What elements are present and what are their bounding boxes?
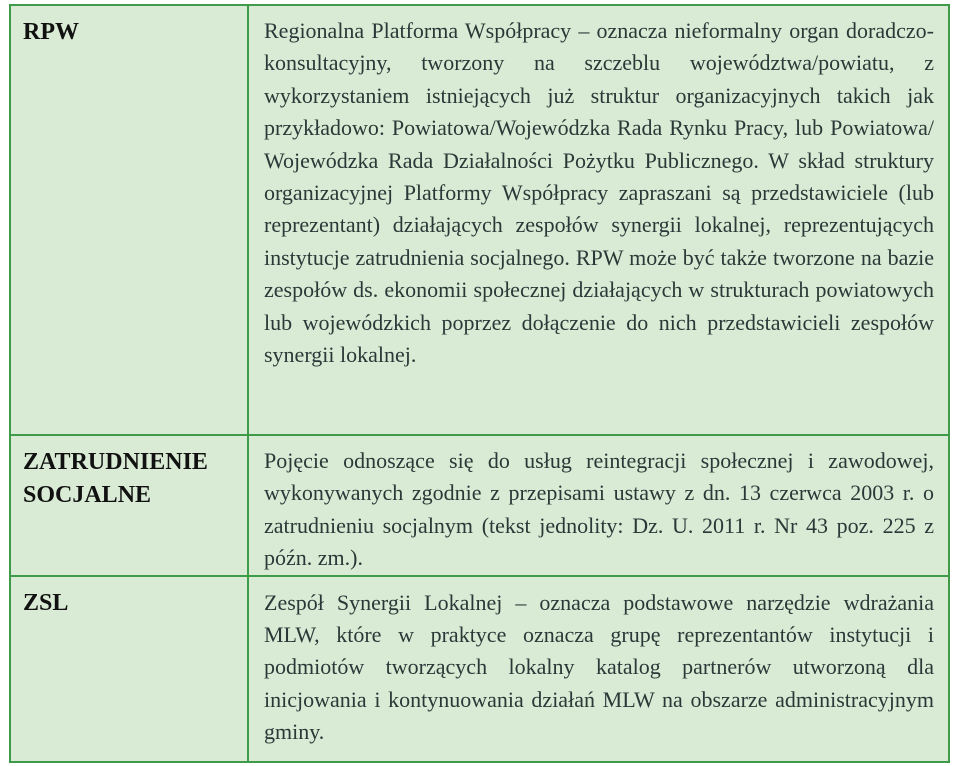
definition-zsl: Zespół Synergii Lokalnej – oznacza podstawowe narzędzie wdrażania MLW, które w praktyce oznacza grupę reprezentantów instytucji i podmiotów tworzących lokalny katalog partnerów utworzoną dla inicjowania i kontynuowania działań MLW na obszarze administracyjnym gminy. [248,576,949,762]
term-rpw: RPW [10,5,248,435]
definition-zatrudnienie-socjalne: Pojęcie odnoszące się do usług reintegracji społecznej i zawodowej, wykonywanych zgodnie z przepisami ustawy z dn. 13 czerwca 2003 r. o zatrudnieniu socjalnym (tekst jednolity: Dz. U. 2011 r. Nr 43 poz. 225 z późn. zm.). [248,435,949,576]
definition-rpw: Regionalna Platforma Współpracy – oznacza nieformalny organ doradczo-konsultacyjny, tworzony na szczeblu województwa/powiatu, z wykorzystaniem istniejących już struktur organizacyjnych takich jak przykładowo: Powiatowa/Wojewódzka Rada Rynku Pracy, lub Powiatowa/ Wojewódzka Rada Działalności Pożytku Publicznego. W skład struktury organizacyjnej Platformy Współpracy zapraszani są przedstawiciele (lub reprezentant) działających zespołów synergii lokalnej, reprezentujących instytucje zatrudnienia socjalnego. RPW może być także tworzone na bazie zespołów ds. ekonomii społecznej działających w strukturach powiatowych lub wojewódzkich poprzez dołączenie do nich przedstawicieli zespołów synergii lokalnej. [248,5,949,435]
term-zatrudnienie-socjalne: ZATRUDNIENIE SOCJALNE [10,435,248,576]
glossary-table [9,4,950,763]
term-zsl: ZSL [10,576,248,762]
glossary-row-zatrudnienie-socjalne [10,435,949,576]
glossary-row-rpw [10,5,949,435]
glossary-row-zsl [10,576,949,762]
